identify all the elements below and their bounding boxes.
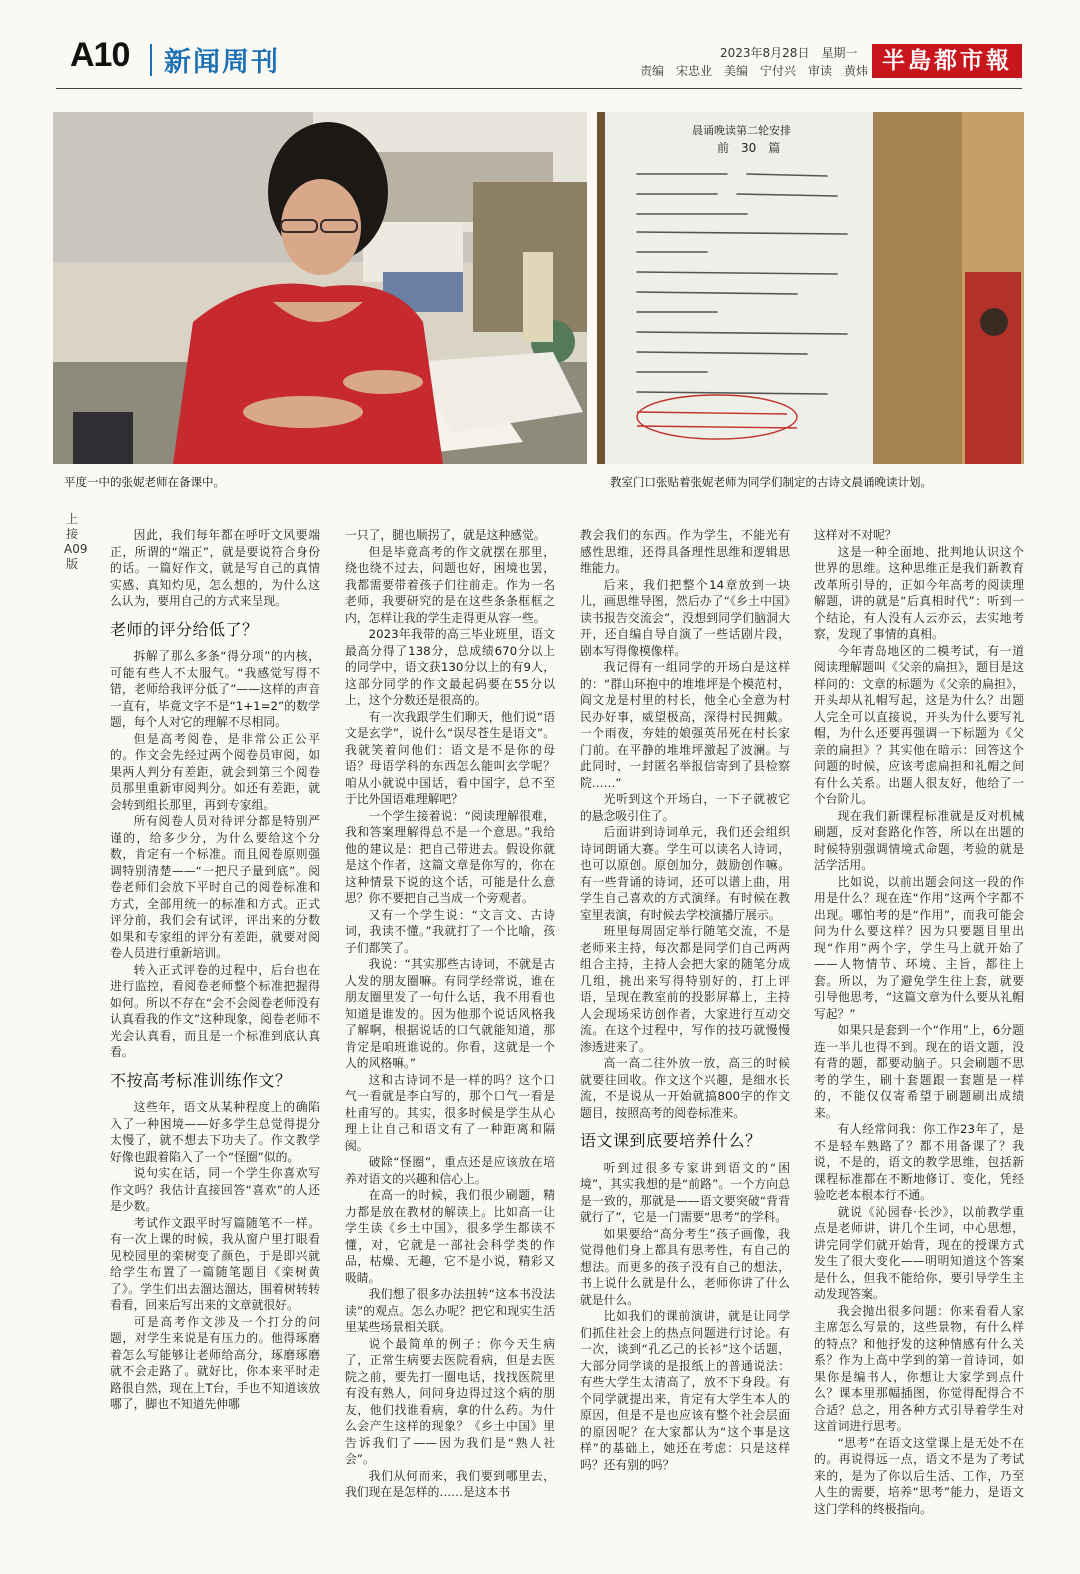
article-paragraph: 拆解了那么多条“得分项”的内核，可能有些人不太服气。“我感觉写得不错，老师给我评分低了”——这样的声音一直有，毕竟文字不是“1+1=2”的数学题，每个人对它的理解不尽相同。 xyxy=(110,649,320,729)
issue-date: 2023年8月28日 星期一 xyxy=(720,46,858,60)
article-paragraph: 就说《沁园春·长沙》，以前教学重点是老师讲，讲几个生词，中心思想，讲完同学们就开始背，现在的授课方式发生了很大变化——明明知道这个答案是什么，但我不能给你，要引导学生主动发现答案。 xyxy=(814,1204,1024,1301)
article-column-1 xyxy=(110,527,320,1567)
article-paragraph: 听到过很多专家讲到语文的“困境”，其实我想的是“前路”。一个方向总是一致的，那就是——语文要突破“背背就行了”，它是一门需要“思考”的学科。 xyxy=(580,1160,790,1224)
article-paragraph: 考试作文跟平时写篇随笔不一样。有一次上课的时候，我从窗户里打眼看见校园里的栾树变了颜色，于是即兴就给学生布置了一篇随笔题目《栾树黄了》。学生们出去溜达溜达，围着树转转看看，回来后写出来的文章就很好。 xyxy=(110,1215,320,1312)
article-paragraph: 一个学生接着说：“阅读理解很难，我和答案理解得总不是一个意思。”我给他的建议是：把自己带进去。假设你就是这个作者，这篇文章是你写的，你在这种情景下说的这个话，可能是什么意思？你不要把自己当成一个旁观者。 xyxy=(345,808,555,905)
article-paragraph: 光听到这个开场白，一下子就被它的悬念吸引住了。 xyxy=(580,792,790,823)
article-paragraph: 又有一个学生说：“文言文、古诗词，我读不懂。”我就打了一个比喻，孩子们都笑了。 xyxy=(345,907,555,955)
section-heading: 不按高考标准训练作文？ xyxy=(110,1070,292,1090)
header-rule xyxy=(56,88,1022,89)
article-paragraph: 比如我们的课前演讲，就是让同学们抓住社会上的热点问题进行讨论。有一次，谈到“孔乙己的长衫”这个话题，大部分同学谈的是报纸上的普通说法：有些大学生太清高了，放不下身段。有个同学就提出来，肯定有大学生本人的原因，但是不是也应该有整个社会层面的原因呢？在大家都认为“这个事是这样”的基础上，她还在考虑：只是这样吗？还有别的吗？ xyxy=(580,1309,790,1472)
section-heading: 老师的评分给低了？ xyxy=(110,619,259,639)
article-paragraph: 这和古诗词不是一样的吗？这个口气一看就是李白写的，那个口气一看是杜甫写的。其实，很多时候是学生从心理上让自己和语文有了一种距离和隔阂。 xyxy=(345,1072,555,1153)
article-paragraph: 后面讲到诗词单元，我们还会组织诗词朗诵大赛。学生可以读名人诗词，也可以原创。原创加分，鼓励创作嘛。有一些背诵的诗词，还可以谱上曲，用学生自己喜欢的方式演绎。有时候在教室里表演，有时候去学校演播厅展示。 xyxy=(580,825,790,922)
article-paragraph: 这是一种全面地、批判地认识这个世界的思维。这种思维正是我们新教育改革所引导的，正如今年高考的阅读理解题，讲的就是“后真相时代”：听到一个结论，有人没有人云亦云，去实地考察，发现了事情的真相。 xyxy=(814,544,1024,641)
section-title: 新闻周刊 xyxy=(164,47,280,78)
sheet-subtitle: 前 30 篇 xyxy=(717,141,781,155)
article-paragraph: 比如说，以前出题会问这一段的作用是什么？现在连“作用”这两个字都不出现。哪怕考的是“作用”，而我可能会问为什么要这样？因为只要题目里出现“作用”两个字，学生马上就开始了——人物情节、环境、主旨，都往上套。所以，为了避免学生往上套，就要引导他思考，“这篇文章为什么要从礼帽写起？” xyxy=(814,874,1024,1021)
article-column-2 xyxy=(345,527,555,1567)
article-paragraph: 转入正式评卷的过程中，后台也在进行监控，看阅卷老师整个标准把握得如何。所以不存在“会不会阅卷老师没有认真看我的作文”这种现象，阅卷老师不光会认真看，而且是一个标准到底认真看。 xyxy=(110,962,320,1059)
article-paragraph: 有人经常问我：你工作23年了，是不是轻车熟路了？都不用备课了？我说，不是的，语文的教学思维，包括新课程标准都在不断地修订、变化，凭经验吃老本根本行不通。 xyxy=(814,1122,1024,1202)
article-paragraph: 这样对不对呢？ xyxy=(814,528,897,542)
article-paragraph: 今年青岛地区的二模考试，有一道阅读理解题叫《父亲的扁担》，题目是这样问的：文章的标题为《父亲的扁担》，开头却从礼帽写起，这是为什么？出题人完全可以直接说，开头为什么要写礼帽，为什么还要再强调一下标题为《父亲的扁担》？其实他在暗示：回答这个问题的时候，应该考虑扁担和礼帽之间有什么关系。出题人很友好，他给了一个台阶儿。 xyxy=(814,643,1024,806)
article-paragraph: 但是毕竟高考的作文就摆在那里，绕也绕不过去，问题也好，困境也罢，我都需要带着孩子们往前走。作为一名老师，我要研究的是在这些条条框框之内，怎样让我的学生走得更从容一些。 xyxy=(345,544,555,625)
schedule-sheet-illustration xyxy=(597,112,1024,464)
article-column-4 xyxy=(814,527,1024,1567)
article-paragraph: 班里每周固定举行随笔交流，不是老师来主持，每次都是同学们自己两两组合主持，主持人会把大家的随笔分成几组，挑出来写得特别好的，打上评语，呈现在教室前的投影屏幕上，主持人会现场采访创作者，大家进行互动交流。在这个过程中，写作的技巧就慢慢渗透进来了。 xyxy=(580,924,790,1054)
header-divider xyxy=(150,44,152,76)
left-photo-caption: 平度一中的张妮老师在备课中。 xyxy=(64,475,225,489)
staff-credits: 责编 宋忠业 美编 宁付兴 审读 黄炜 xyxy=(640,64,869,78)
article-paragraph: 在高一的时候，我们很少刷题，精力都是放在教材的解读上。比如高一让学生读《乡土中国》，很多学生都读不懂，对，它就是一部社会科学类的作品，枯燥、无趣，它不是小说，精彩又吸睛。 xyxy=(345,1188,555,1285)
page-number: A10 xyxy=(70,36,130,74)
sheet-title: 晨诵晚读第二轮安排 xyxy=(692,124,791,137)
article-paragraph: 现在我们新课程标准就是反对机械刷题，反对套路化作答，所以在出题的时候特别强调情境式命题，考验的就是活学活用。 xyxy=(814,808,1024,872)
article-paragraph: 我说：“其实那些古诗词，不就是古人发的朋友圈嘛。有同学经常说，谁在朋友圈里发了一句什么话，我不用看也知道是谁发的。因为他那个说话风格我了解啊，根据说话的口气就能知道，那肯定是咱班谁说的。你看，这就是一个人的风格嘛。” xyxy=(345,957,555,1070)
article-paragraph: 如果只是套到一个“作用”上，6分题连一半儿也得不到。现在的语文题，没有背的题，都要动脑子。只会刷题不思考的学生，刷十套题跟一套题是一样的，不能仅仅寄希望于刷题刷出成绩来。 xyxy=(814,1023,1024,1120)
article-paragraph: 后来，我们把整个14章放到一块儿，画思维导图，然后办了“《乡土中国》读书报告交流会”，没想到同学们脑洞大开，还自编自导自演了一些话剧片段，剧本写得像模像样。 xyxy=(580,577,790,658)
article-paragraph: 我们想了很多办法扭转“这本书没法读”的观点。怎么办呢？把它和现实生活里某些场景相关联。 xyxy=(345,1287,555,1334)
article-paragraph: 说个最简单的例子：你今天生病了，正常生病要去医院看病，但是去医院之前，要先打一圈电话，找找医院里有没有熟人，问问身边得过这个病的朋友，他们找谁看病，拿的什么药。为什么会产生这样的现象？《乡土中国》里告诉我们了——因为我们是“熟人社会”。 xyxy=(345,1336,555,1466)
article-paragraph: 破除“怪圈”，重点还是应该放在培养对语文的兴趣和信心上。 xyxy=(345,1155,555,1186)
article-paragraph: “思考”在语文这堂课上是无处不在的。再说得远一点，语文不是为了考试来的，是为了你以后生活、工作，乃至人生的需要，培养“思考”能力，是语文这门学科的终极指向。 xyxy=(814,1435,1024,1516)
article-paragraph: 这些年，语文从某种程度上的确陷入了一种困境——好多学生总觉得提分太慢了，就不想去下功夫了。作文教学好像也跟着陷入了一个“怪圈”似的。 xyxy=(110,1100,320,1164)
article-paragraph: 一只了，腿也顺拐了，就是这种感觉。 xyxy=(345,528,546,542)
article-column-3 xyxy=(580,527,790,1567)
article-paragraph: 教会我们的东西。作为学生，不能光有感性思维，还得具备理性思维和逻辑思维能力。 xyxy=(580,528,790,575)
page-header xyxy=(0,0,1080,100)
schedule-sheet-photo xyxy=(597,112,1024,464)
article-paragraph: 所有阅卷人员对待评分都是特别严谨的，给多少分，为什么要给这个分数，肯定有一个标准。而且阅卷原则强调特别清楚——“一把尺子量到底”。阅卷老师们会放下平时自己的阅卷标准和方式，全部用统一的标准和方式。正式评分前，我们会有试评，评出来的分数如果和专家组的评分有差距，就要对阅卷人员进行重新培训。 xyxy=(110,814,320,960)
continued-from-note: 上接A09版 xyxy=(64,512,88,571)
article-paragraph: 我记得有一组同学的开场白是这样的：“群山环抱中的堆堆坪是个模范村，阎文龙是村里的村长，他全心全意为村民办好事，威望极高，深得村民拥戴。一个雨夜，夯娃的娘强英吊死在村长家门前。在平静的堆堆坪激起了波澜。与此同时，一封匿名举报信寄到了县检察院……” xyxy=(580,660,790,790)
teacher-photo xyxy=(53,112,587,464)
section-heading: 语文课到底要培养什么？ xyxy=(580,1131,762,1150)
right-photo-caption: 教室门口张贴着张妮老师为同学们制定的古诗文晨诵晚读计划。 xyxy=(610,475,932,489)
article-paragraph: 我们从何而来，我们要到哪里去，我们现在是怎样的……是这本书 xyxy=(345,1468,555,1499)
article-paragraph: 如果要给“高分考生”孩子画像，我觉得他们身上都具有思考性，有自己的想法。而更多的孩子没有自己的想法，书上说什么就是什么，老师你讲了什么就是什么。 xyxy=(580,1226,790,1307)
article-paragraph: 2023年我带的高三毕业班里，语文最高分得了138分，总成绩670分以上的同学中，语文获130分以上的有9人，这部分同学的作文最起码要在55分以上，这个分数还是很高的。 xyxy=(345,627,555,707)
article-paragraph: 我会抛出很多问题：你来看看人家主席怎么写景的，这些景物，有什么样的特点？和他抒发的这种情感有什么关系？作为上高中学到的第一首诗词，如果你是编书人，你想让大家学到点什么？课本里那幅插图，你觉得配得合不合适？总之，用各种方式引导着学生对这首词进行思考。 xyxy=(814,1303,1024,1433)
teacher-photo-illustration xyxy=(53,112,587,464)
article-paragraph: 因此，我们每年都在呼吁文风要端正，所谓的“端正”，就是要说符合身份的话。一篇好作文，就是写自己的真情实感、真知灼见，怎么想的，为什么这么认为，要用自己的方式来呈现。 xyxy=(110,528,320,608)
article-paragraph: 但是高考阅卷，是非常公正公平的。作文会先经过两个阅卷员审阅，如果两人判分有差距，就会到第三个阅卷员那里重新审阅判分。如还有差距，就会转到组长那里，再到专家组。 xyxy=(110,731,320,812)
article-paragraph: 高一高二往外放一放，高三的时候就要往回收。作文这个兴趣，是细水长流，不是说从一开始就搞800字的作文题目，按照高考的阅卷标准来。 xyxy=(580,1056,790,1120)
newspaper-masthead-logo: 半島都市報 xyxy=(872,44,1022,78)
article-paragraph: 有一次我跟学生们聊天，他们说“语文是玄学”，说什么“误尽苍生是语文”。我就笑着问他们：语文是不是你的母语？母语学科的东西怎么能叫玄学呢？咱从小就说中国话，看中国字，总不至于比外国语难理解吧？ xyxy=(345,709,555,806)
article-paragraph: 说句实在话，同一个学生你喜欢写作文吗？我估计直接回答“喜欢”的人还是少数。 xyxy=(110,1166,320,1213)
article-paragraph: 可是高考作文涉及一个打分的问题，对学生来说是有压力的。他得琢磨着怎么写能够让老师给高分，琢磨琢磨就不会走路了。就好比，你本来平时走路很自然，现在上T台，手也不知道该放哪了，脚也不知道先伸哪 xyxy=(110,1314,320,1411)
